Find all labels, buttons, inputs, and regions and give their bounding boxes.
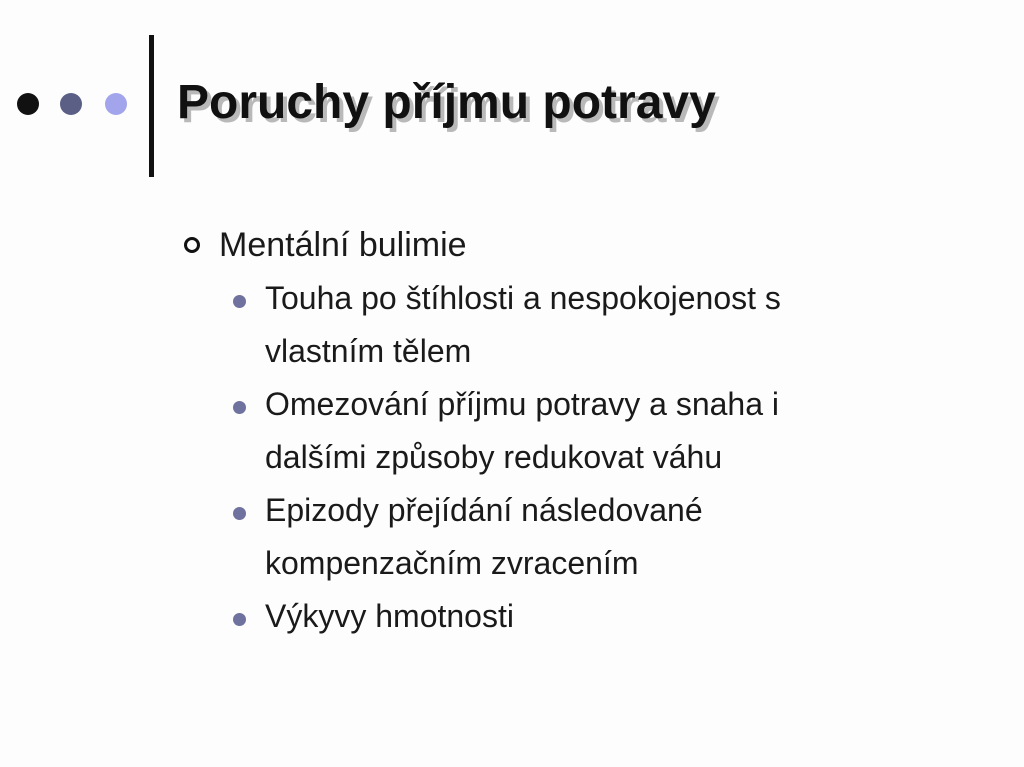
sub-bullet-item [263, 590, 963, 643]
sub-bullet-text-line1: Výkyvy hmotnosti [265, 598, 514, 634]
main-bullet-text: Mentální bulimie [219, 226, 467, 264]
sub-bullet-list [183, 272, 963, 643]
slide-title: Poruchy příjmu potravy [177, 76, 716, 129]
decorative-dot-lavender [105, 93, 127, 115]
sub-bullet-text-line2: vlastním tělem [265, 333, 472, 369]
decorative-dot-slate [60, 93, 82, 115]
sub-bullet-text-line2: kompenzačním zvracením [265, 545, 639, 581]
decorative-dot-black [17, 93, 39, 115]
sub-bullet-text-line1: Omezování příjmu potravy a snaha i [265, 386, 780, 422]
main-bullet-item [183, 222, 963, 268]
slide-content [183, 222, 963, 643]
dot-bullet-icon [233, 295, 246, 308]
title-divider-line [149, 35, 154, 177]
sub-bullet-text-line1: Epizody přejídání následované [265, 492, 703, 528]
sub-bullet-item [263, 272, 963, 378]
sub-bullet-item [263, 378, 963, 484]
dot-bullet-icon [233, 613, 246, 626]
sub-bullet-item [263, 484, 963, 590]
dot-bullet-icon [233, 507, 246, 520]
ring-bullet-icon [184, 237, 200, 253]
sub-bullet-text-line2: dalšími způsoby redukovat váhu [265, 439, 723, 475]
dot-bullet-icon [233, 401, 246, 414]
sub-bullet-text-line1: Touha po štíhlosti a nespokojenost s [265, 280, 781, 316]
